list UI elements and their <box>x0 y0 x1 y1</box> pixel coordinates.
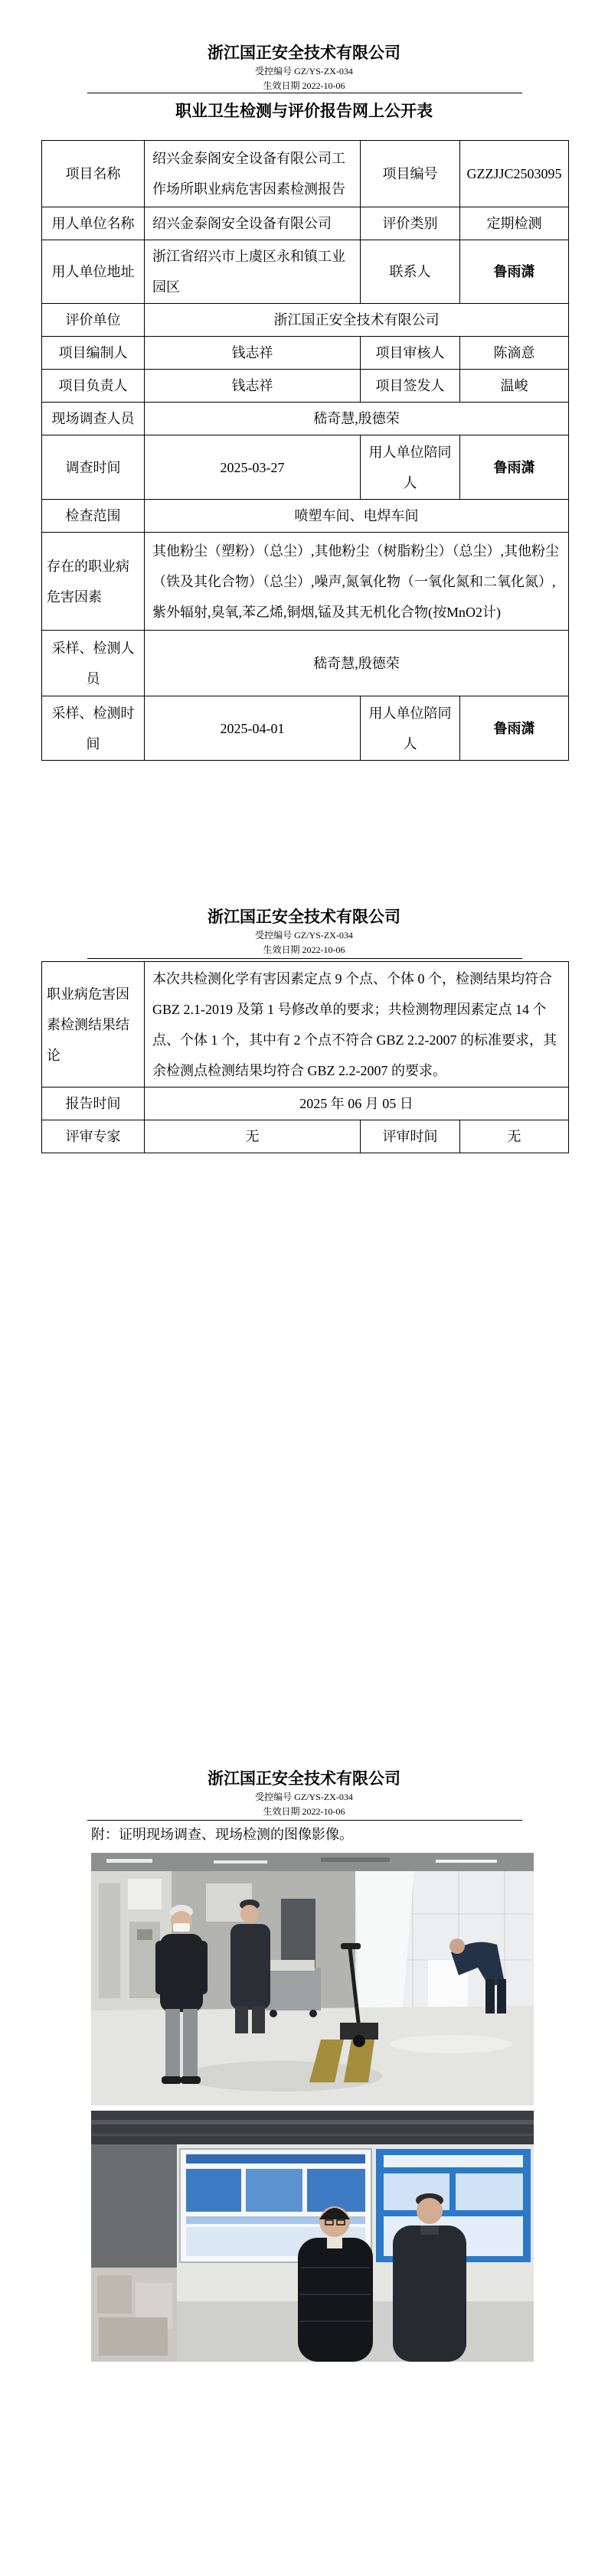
conclusion-text: 本次共检测化学有害因素定点 9 个点、个体 0 个，检测结果均符合 GBZ 2.1-2019 及第 1 号修改单的要求；共检测物理因素定点 14 个点、个体 1 个，其中有 2 个点不符合 GBZ 2.2-2007 的标准要求，其余检测点检测结果均符合 GBZ 2.2-2007 的要求。 <box>145 962 569 1087</box>
surveyors-label: 现场调查人员 <box>42 403 145 435</box>
spray-booth <box>355 1871 534 2017</box>
eval-type: 定期检测 <box>460 207 569 240</box>
sampling-date-label: 采样、检测时间 <box>42 696 145 761</box>
compiler: 钱志祥 <box>145 337 361 370</box>
table-row <box>42 141 569 207</box>
control-number: 受控编号 GZ/YS-ZX-034 <box>255 66 353 77</box>
employer: 绍兴金泰阁安全设备有限公司 <box>145 207 361 240</box>
hazards: 其他粉尘（塑粉）（总尘）,其他粉尘（树脂粉尘）（总尘）,其他粉尘（铁及其化合物）（总尘）,噪声,氮氧化物（一氧化氮和二氧化氮）,紫外辐射,臭氧,苯乙烯,铜烟,锰及其无机化合物(按MnO2计) <box>145 533 569 631</box>
effective-date: 生效日期 2022-10-06 <box>263 944 345 955</box>
project-no-label: 项目编号 <box>361 141 460 207</box>
survey-date: 2025-03-27 <box>145 435 361 500</box>
header-rule <box>87 958 522 959</box>
sampling-date: 2025-04-01 <box>145 696 361 761</box>
expert-label: 评审专家 <box>42 1120 145 1153</box>
survey-escort: 鲁雨潇 <box>460 435 569 500</box>
document-title: 职业卫生检测与评价报告网上公开表 <box>175 102 433 120</box>
review-time: 无 <box>460 1120 569 1153</box>
eval-type-label: 评价类别 <box>361 207 460 240</box>
reviewer-label: 项目审核人 <box>361 337 460 370</box>
effective-date: 生效日期 2022-10-06 <box>263 80 345 91</box>
company-header: 浙江国正安全技术有限公司 <box>208 1769 400 1788</box>
storage-area <box>91 2144 177 2362</box>
site-sampling-photo <box>91 2111 534 2362</box>
address-label: 用人单位地址 <box>42 240 145 304</box>
survey-escort-label: 用人单位陪同人 <box>361 435 460 500</box>
ceiling <box>91 2111 534 2144</box>
survey-date-label: 调查时间 <box>42 435 145 500</box>
surveyors: 嵇奇慧,殷德荣 <box>145 403 569 435</box>
expert: 无 <box>145 1120 361 1153</box>
project-no: GZZJJC2503095 <box>460 141 569 207</box>
address: 浙江省绍兴市上虞区永和镇工业园区 <box>145 240 361 304</box>
issuer-label: 项目签发人 <box>361 370 460 403</box>
eval-unit: 浙江国正安全技术有限公司 <box>145 304 569 337</box>
issuer: 温峻 <box>460 370 569 403</box>
contact-label: 联系人 <box>361 240 460 304</box>
table-row <box>42 435 569 500</box>
table-row <box>42 696 569 761</box>
sampling-escort-label: 用人单位陪同人 <box>361 696 460 761</box>
ceiling <box>91 1853 534 1871</box>
table-row <box>42 370 569 403</box>
report-date: 2025 年 06 月 05 日 <box>145 1087 569 1120</box>
table-row <box>42 240 569 304</box>
scope: 喷塑车间、电焊车间 <box>145 500 569 533</box>
scope-label: 检查范围 <box>42 500 145 533</box>
header-rule <box>87 1820 522 1821</box>
table-row <box>42 304 569 337</box>
site-sampling-photo-image <box>91 2111 534 2362</box>
appendix-note: 附：证明现场调查、现场检测的图像影像。 <box>91 1827 353 1842</box>
table-row <box>42 533 569 631</box>
control-number: 受控编号 GZ/YS-ZX-034 <box>255 930 353 941</box>
table-row <box>42 1120 569 1153</box>
company-header: 浙江国正安全技术有限公司 <box>208 44 400 62</box>
company-header: 浙江国正安全技术有限公司 <box>208 908 400 926</box>
table-row <box>42 1087 569 1120</box>
employer-label: 用人单位名称 <box>42 207 145 240</box>
control-number: 受控编号 GZ/YS-ZX-034 <box>255 1792 353 1802</box>
leader-label: 项目负责人 <box>42 370 145 403</box>
eval-unit-label: 评价单位 <box>42 304 145 337</box>
project-name: 绍兴金泰阁安全设备有限公司工作场所职业病危害因素检测报告 <box>145 141 361 207</box>
sampling-escort: 鲁雨潇 <box>460 696 569 761</box>
floor <box>91 2006 534 2105</box>
site-survey-photo <box>91 1853 534 2105</box>
leader: 钱志祥 <box>145 370 361 403</box>
conclusion-table <box>41 961 569 1153</box>
table-row <box>42 500 569 533</box>
site-survey-photo-image <box>91 1853 534 2105</box>
conclusion-label: 职业病危害因素检测结果结论 <box>42 962 145 1087</box>
reviewer: 陈滴意 <box>460 337 569 370</box>
compiler-label: 项目编制人 <box>42 337 145 370</box>
samplers: 嵇奇慧,殷德荣 <box>145 631 569 696</box>
table-row <box>42 962 569 1087</box>
review-time-label: 评审时间 <box>361 1120 460 1153</box>
report-date-label: 报告时间 <box>42 1087 145 1120</box>
table-row <box>42 337 569 370</box>
table-row <box>42 207 569 240</box>
table-row <box>42 403 569 435</box>
contact: 鲁雨潇 <box>460 240 569 304</box>
disclosure-table <box>41 140 569 761</box>
table-row <box>42 631 569 696</box>
effective-date: 生效日期 2022-10-06 <box>263 1806 345 1817</box>
hazards-label: 存在的职业病危害因素 <box>42 533 145 631</box>
samplers-label: 采样、检测人员 <box>42 631 145 696</box>
equipment-cart <box>266 1960 321 2017</box>
project-name-label: 项目名称 <box>42 141 145 207</box>
